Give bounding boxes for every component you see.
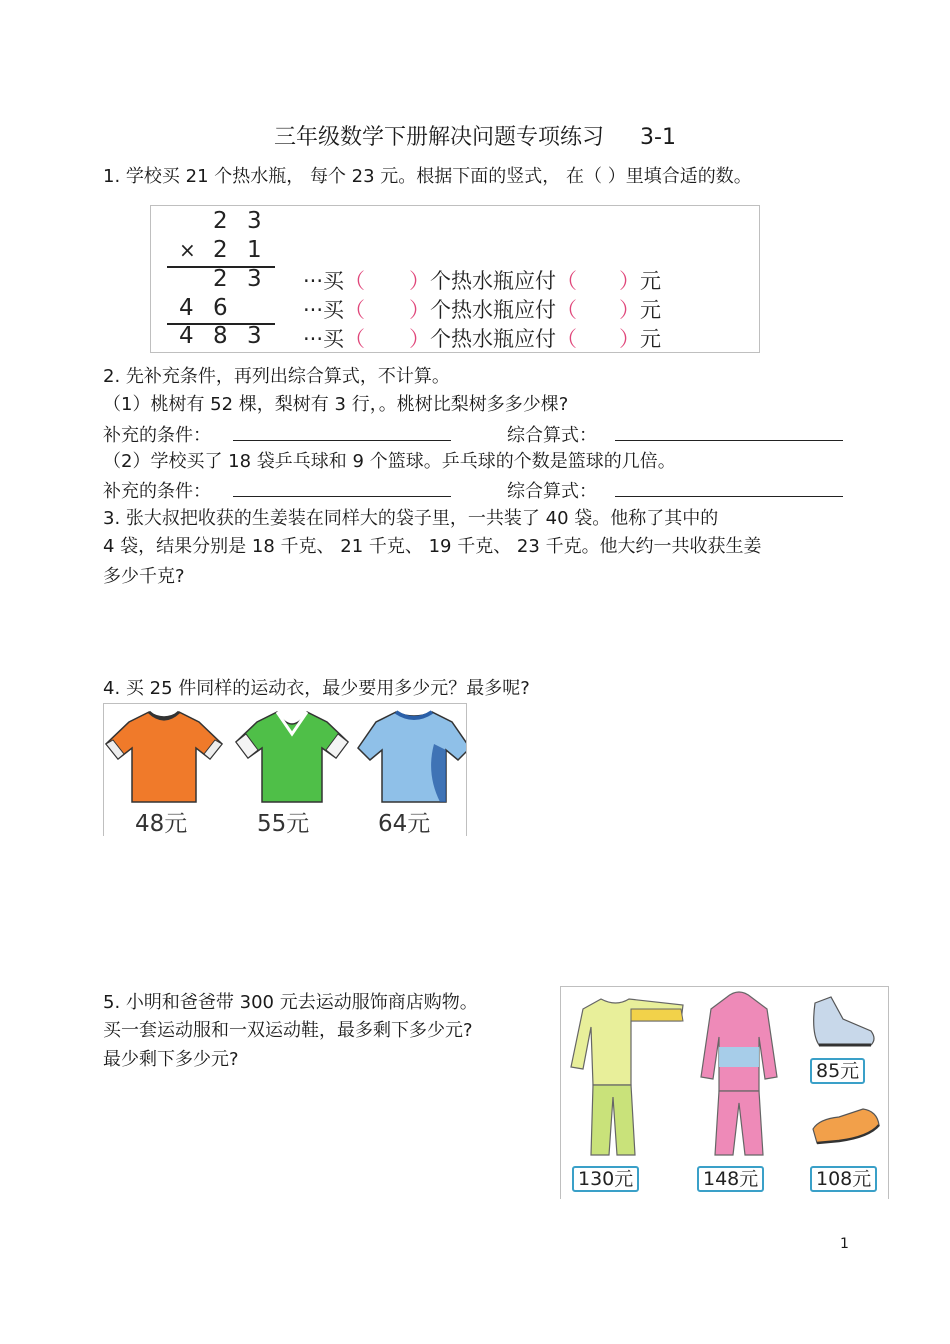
q2-part1-answer-row (103, 422, 843, 448)
row-paren-close: ） (409, 269, 431, 293)
calc-mult-digit: 2 (213, 237, 228, 263)
price-shirt-3: 64元 (378, 811, 431, 837)
calc-mult-digit: 1 (247, 237, 262, 263)
q1-row-1 (303, 265, 661, 295)
sneaker-blue-icon (814, 997, 874, 1045)
condition-label: 补充的条件： (103, 425, 211, 446)
condition-label: 补充的条件： (103, 481, 211, 502)
q3-line2: 4 袋，结果分别是 18 千克、 21 千克、 19 千克、 23 千克。他大约一共收获生姜 (103, 536, 762, 557)
row-paren-open: （ (556, 298, 578, 322)
calc-top-digit: 3 (247, 208, 262, 234)
tracksuit-yellow-icon (571, 999, 683, 1155)
q5-line1: 5. 小明和爸爸带 300 元去运动服饰商店购物。 (103, 992, 478, 1013)
calc-sum-digit: 3 (247, 323, 262, 349)
calc-partial2-digit: 6 (213, 295, 228, 321)
title-text: 三年级数学下册解决问题专项练习 (274, 125, 605, 150)
page-number: 1 (840, 1236, 849, 1252)
q2-part1: （1）桃树有 52 棵，梨树有 3 行，。桃树比梨树多多少棵? (103, 394, 569, 415)
tracksuit-pink-icon (701, 992, 777, 1155)
blue-shirt-icon (358, 712, 466, 802)
row-paren-open: （ (344, 327, 366, 351)
calc-partial2-digit: 4 (179, 295, 194, 321)
page-title (0, 120, 950, 151)
q2-part2: （2）学校买了 18 袋乒乓球和 9 个篮球。乒乓球的个数是篮球的几倍。 (103, 451, 676, 472)
q5-store-panel (560, 986, 889, 1199)
price-tag-shoe-2: 108元 (810, 1166, 877, 1192)
price-tag-shoe-1: 85元 (810, 1058, 865, 1084)
q2-intro: 2. 先补充条件，再列出综合算式，不计算。 (103, 366, 450, 387)
row-dots: ···买 (303, 269, 345, 293)
q5-line3: 最少剩下多少元? (103, 1049, 239, 1070)
formula-label: 综合算式： (507, 481, 597, 502)
q5-line2: 买一套运动服和一双运动鞋，最多剩下多少元? (103, 1020, 473, 1041)
calc-top-digit: 2 (213, 208, 228, 234)
calc-partial1-digit: 2 (213, 266, 228, 292)
row-paren-close: ） (619, 298, 641, 322)
row-paren-close: ） (409, 298, 431, 322)
row-dots: ···买 (303, 298, 345, 322)
formula-blank[interactable] (615, 422, 843, 441)
price-shirt-2: 55元 (257, 811, 310, 837)
price-tag-suit-1: 130元 (572, 1166, 639, 1192)
q1-calculation-box (150, 205, 760, 353)
row-paren-open: （ (344, 269, 366, 293)
row-middle: 个热水瓶应付 (430, 298, 557, 322)
times-sign: × (179, 238, 196, 262)
row-paren-open: （ (344, 298, 366, 322)
formula-label: 综合算式： (507, 425, 597, 446)
orange-shirt-icon (106, 712, 222, 802)
q1-row-3 (303, 323, 661, 353)
calc-partial1-digit: 3 (247, 266, 262, 292)
row-paren-close: ） (409, 327, 431, 351)
price-shirt-1: 48元 (135, 811, 188, 837)
formula-blank[interactable] (615, 478, 843, 497)
q3-line3: 多少千克? (103, 566, 185, 587)
condition-blank[interactable] (233, 422, 451, 441)
row-paren-open: （ (556, 269, 578, 293)
q1-question: 1. 学校买 21 个热水瓶， 每个 23 元。根据下面的竖式， 在（ ）里填合适的数。 (103, 166, 752, 187)
title-code: 3-1 (640, 125, 676, 150)
calc-sum-digit: 8 (213, 323, 228, 349)
row-paren-close: ） (619, 327, 641, 351)
q4-shirt-panel (103, 703, 467, 836)
row-middle: 个热水瓶应付 (430, 327, 557, 351)
row-dots: ···买 (303, 327, 345, 351)
q3-line1: 3. 张大叔把收获的生姜装在同样大的袋子里，一共装了 40 袋。他称了其中的 (103, 508, 719, 529)
price-tag-suit-2: 148元 (697, 1166, 764, 1192)
q4-question: 4. 买 25 件同样的运动衣，最少要用多少元？最多呢? (103, 678, 530, 699)
q2-part2-answer-row (103, 478, 843, 504)
row-middle: 个热水瓶应付 (430, 269, 557, 293)
row-paren-open: （ (556, 327, 578, 351)
row-unit: 元 (640, 298, 662, 322)
green-shirt-icon (236, 712, 348, 802)
row-unit: 元 (640, 269, 662, 293)
q1-row-2 (303, 294, 661, 324)
calc-sum-digit: 4 (179, 323, 194, 349)
row-unit: 元 (640, 327, 662, 351)
condition-blank[interactable] (233, 478, 451, 497)
sneaker-orange-icon (813, 1109, 879, 1143)
row-paren-close: ） (619, 269, 641, 293)
